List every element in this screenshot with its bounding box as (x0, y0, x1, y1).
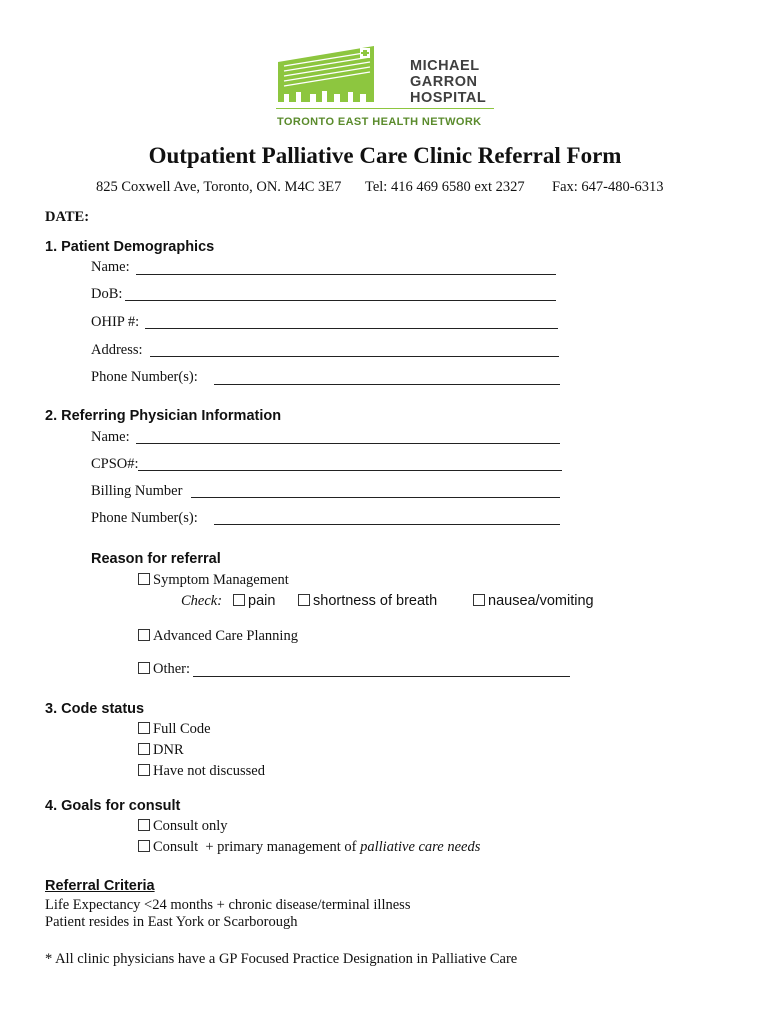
physician-cpso-field[interactable] (138, 470, 562, 471)
nausea-label: nausea/vomiting (488, 593, 594, 609)
consult-only-checkbox[interactable] (138, 819, 150, 831)
not-discussed-checkbox[interactable] (138, 764, 150, 776)
patient-address-label: Address: (91, 342, 143, 358)
full-code-checkbox[interactable] (138, 722, 150, 734)
sob-checkbox[interactable] (298, 594, 310, 606)
patient-phone-field[interactable] (214, 384, 560, 385)
patient-name-label: Name: (91, 259, 130, 275)
dnr-option[interactable] (138, 742, 184, 759)
symptom-management-option[interactable] (138, 572, 289, 589)
consult-management-option[interactable] (138, 839, 480, 856)
footnote: * All clinic physicians have a GP Focused Practice Designation in Palliative Care (45, 951, 518, 967)
contact-fax: Fax: 647-480-6313 (552, 179, 664, 195)
reason-heading: Reason for referral (91, 551, 221, 567)
dnr-label: DNR (153, 742, 184, 758)
check-label: Check: (181, 593, 223, 609)
pain-checkbox[interactable] (233, 594, 245, 606)
section-goals-for-consult: 4. Goals for consult (45, 798, 181, 814)
hospital-logo (274, 44, 499, 134)
sob-label: shortness of breath (313, 593, 438, 609)
physician-billing-field[interactable] (191, 497, 560, 498)
physician-phone-field[interactable] (214, 524, 560, 525)
consult-management-italic: palliative care needs (360, 839, 481, 855)
other-field[interactable] (193, 676, 570, 677)
referral-criteria-heading: Referral Criteria (45, 878, 155, 894)
logo-line-1: MICHAEL (410, 58, 480, 74)
symptom-management-label: Symptom Management (153, 572, 289, 588)
other-label: Other: (153, 661, 191, 677)
date-label: DATE: (45, 209, 90, 225)
other-checkbox[interactable] (138, 662, 150, 674)
physician-phone-label: Phone Number(s): (91, 510, 198, 526)
criteria-line-2: Patient resides in East York or Scarborough (45, 914, 298, 930)
consult-only-option[interactable] (138, 818, 228, 835)
acp-checkbox[interactable] (138, 629, 150, 641)
physician-name-label: Name: (91, 429, 130, 445)
consult-management-checkbox[interactable] (138, 840, 150, 852)
pain-option[interactable] (233, 593, 275, 609)
acp-label: Advanced Care Planning (153, 628, 298, 644)
patient-dob-label: DoB: (91, 286, 123, 302)
full-code-option[interactable] (138, 721, 211, 738)
consult-management-label: Consult + primary management of (153, 839, 361, 855)
nausea-option[interactable] (473, 593, 594, 609)
patient-ohip-field[interactable] (145, 328, 558, 329)
page-title: Outpatient Palliative Care Clinic Referral Form (148, 143, 622, 168)
pain-label: pain (248, 593, 276, 609)
logo-divider (276, 108, 494, 109)
consult-only-label: Consult only (153, 818, 228, 834)
criteria-line-1: Life Expectancy <24 months + chronic disease/terminal illness (45, 897, 411, 913)
sob-option[interactable] (298, 593, 437, 609)
physician-billing-label: Billing Number (91, 483, 183, 499)
patient-dob-field[interactable] (125, 300, 556, 301)
logo-line-2: GARRON (410, 74, 478, 90)
nausea-checkbox[interactable] (473, 594, 485, 606)
contact-tel: Tel: 416 469 6580 ext 2327 (365, 179, 525, 195)
dnr-checkbox[interactable] (138, 743, 150, 755)
patient-address-field[interactable] (150, 356, 559, 357)
other-option[interactable] (138, 661, 190, 678)
section-code-status: 3. Code status (45, 701, 145, 717)
logo-network: TORONTO EAST HEALTH NETWORK (277, 116, 482, 128)
section-patient-demographics: 1. Patient Demographics (45, 239, 215, 255)
full-code-label: Full Code (153, 721, 211, 737)
patient-phone-label: Phone Number(s): (91, 369, 198, 385)
contact-address: 825 Coxwell Ave, Toronto, ON. M4C 3E7 (96, 179, 342, 195)
logo-line-3: HOSPITAL (410, 90, 487, 106)
symptom-management-checkbox[interactable] (138, 573, 150, 585)
physician-cpso-label: CPSO#: (91, 456, 139, 472)
physician-name-field[interactable] (136, 443, 560, 444)
section-referring-physician: 2. Referring Physician Information (45, 408, 282, 424)
hospital-building-icon (274, 44, 404, 106)
not-discussed-option[interactable] (138, 763, 265, 780)
acp-option[interactable] (138, 628, 298, 645)
patient-name-field[interactable] (136, 274, 556, 275)
patient-ohip-label: OHIP #: (91, 314, 140, 330)
not-discussed-label: Have not discussed (153, 763, 265, 779)
